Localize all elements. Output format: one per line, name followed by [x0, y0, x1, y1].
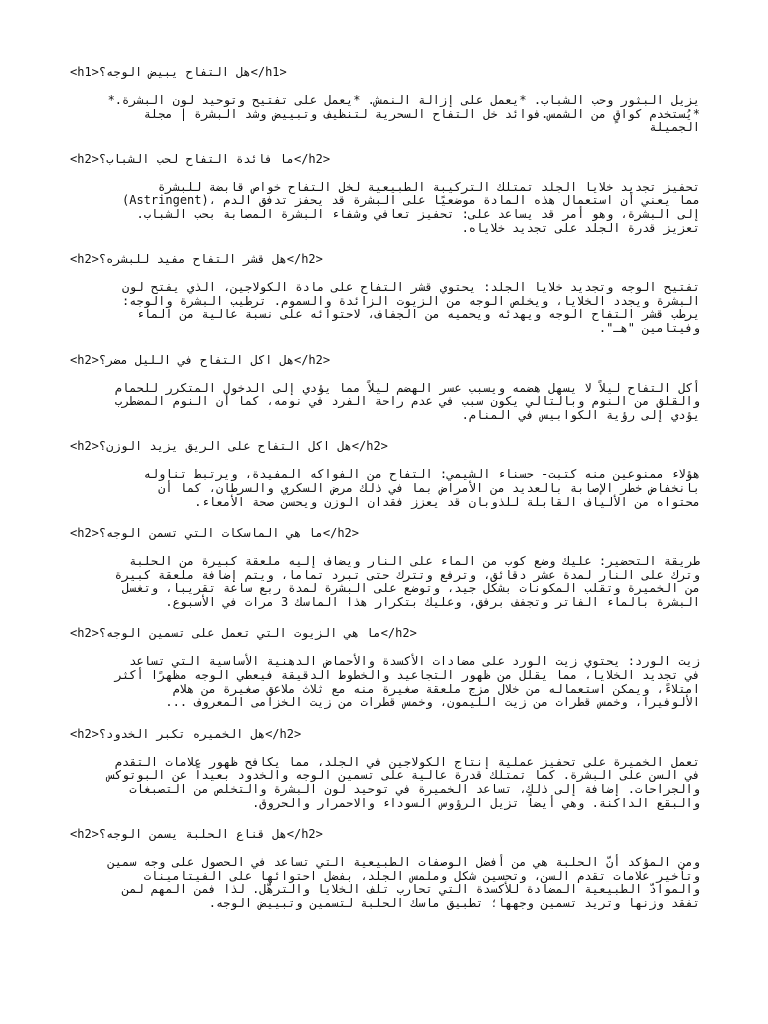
paragraph-line: هؤلاء ممنوعين منه كتبت- حسناء الشيمي: التفاح من الفواكه المفيدة، ويرتبط تناوله: [143, 467, 700, 482]
section-paragraph: [70, 555, 700, 609]
paragraph-line: إلى البشرة، وهو أمر قد يساعد على: تحفيز تعافي وشفاء البشرة المصابة بحب الشباب.: [136, 206, 700, 221]
raw-h2-heading: <h2>هل اكل التفاح على الريق يزيد الوزن؟</h2>: [70, 439, 388, 454]
raw-h2-heading: <h2>هل قناع الحلبة يسمن الوجه؟</h2>: [70, 827, 323, 842]
article-section: [70, 625, 700, 709]
article-section: [70, 525, 700, 609]
paragraph-line: البشرة ويجدد الخلايا، ويخلص الوجه من الزيوت الزائدة والسموم. ترطيب البشرة والوجه:: [122, 293, 700, 308]
paragraph-line: الجميلة: [649, 120, 700, 135]
raw-h2-heading: <h2>هل قشر التفاح مفيد للبشره؟</h2>: [70, 252, 323, 267]
paragraph-line: تعزيز قدرة الجلد على تجديد خلاياه.: [461, 220, 700, 235]
paragraph-line: محتواه من الألياف القابلة للذوبان قد يعزز فقدان الوزن ويحسن صحة الأمعاء.: [194, 494, 700, 509]
raw-h2-heading: <h2>ما هي الزيوت التي تعمل على تسمين الوجه؟</h2>: [70, 626, 417, 641]
section-paragraph: [70, 181, 700, 235]
paragraph-line: والموادّ الطبيعية المضادة للأكسدة التي تحارب تلف الخلايا والترهّل. لذا فمن المهم لمن: [122, 882, 700, 897]
paragraph-line: وترك على النار لمدة عشر دقائق، وترفع وتترك حتى تبرد تماما، ويتم إضافة ملعقة كبيرة: [114, 567, 700, 582]
article-section: [70, 438, 700, 509]
section-paragraph: [70, 382, 700, 423]
paragraph-line: زيت الورد: يحتوي زيت الورد على مضادات الأكسدة والأحماض الدهنية الأساسية التي تساعد: [129, 654, 700, 669]
article-section: [70, 352, 700, 423]
paragraph-line: أكل التفاح ليلاً لا يسهل هضمه ويسبب عسر الهضم ليلاً مما يؤدي إلى الدخول المتكرر للحمام: [114, 380, 700, 395]
paragraph-line: (Astringent)، مما يعني أن استعمال هذه المادة موضعيًا على البشرة قد يحفز تدفق الدم: [122, 193, 700, 208]
paragraph-line: ومن المؤكد أنّ الحلبة هي من أفضل الوصفات الطبيعية التي تساعد في الحصول على وجه سمين: [107, 855, 700, 870]
article-section: [70, 726, 700, 810]
raw-h1-heading: <h1>هل التفاح يبيض الوجه؟</h1>: [70, 65, 287, 79]
paragraph-line: البشرة بالماء الفاتر وتجفف برفق، وعليك بتكرار هذا الماسك 3 مرات في الأسبوع.: [165, 594, 700, 609]
section-paragraph: [70, 655, 700, 709]
paragraph-line: والقلق من النوم وبالتالي يكون سبب في عدم راحة الفرد في نومه، كما أن النوم المضطرب: [114, 394, 700, 409]
paragraph-line: تعمل الخميرة على تحفيز عملية إنتاج الكولاجين في الجلد، مما يكافح ظهور علامات التقدم: [114, 754, 700, 769]
paragraph-line: الألوفيرا، وخمس قطرات من زيت الليمون، وخمس قطرات من زيت الخزامى المعروف ...: [165, 695, 700, 710]
paragraph-line: طريقة التحضير: عليك وضع كوب من الماء على النار ويضاف إليه ملعقة كبيرة من الحلبة: [129, 554, 700, 569]
paragraph-line: وفيتامين "هـ".: [598, 320, 700, 335]
paragraph-line: يؤدي إلى رؤية الكوابيس في المنام.: [461, 407, 700, 422]
paragraph-line: وتأخير علامات تقدم السن، وتحسين شكل وملمس الجلد، بفضل احتوائها على الفيتامينات: [143, 868, 700, 883]
paragraph-line: في السن على البشرة. كما تمتلك قدرة عالية على تسمين الوجه والخدود بعيداً عن البوتوكس: [107, 768, 700, 783]
paragraph-line: تفقد وزنها وتريد تسمين وجهها؛ تطبيق ماسك الحلبة لتسمين وتبييض الوجه.: [208, 896, 700, 910]
paragraph-line: في تجديد الخلايا، مما يقلل من ظهور التجاعيد والخطوط الدقيقة فيعطي الوجه مظهرًا أكثر: [114, 668, 700, 683]
raw-h2-heading: <h2>ما فائدة التفاح لحب الشباب؟</h2>: [70, 151, 331, 166]
section-paragraph: [70, 756, 700, 810]
paragraph-line: بانخفاض خطر الإصابة بالعديد من الأمراض بما في ذلك مرض السكري والسرطان، كما أن: [158, 480, 700, 495]
section-paragraph: [70, 281, 700, 335]
section-paragraph: [70, 468, 700, 509]
paragraph-line: امتلاءً، ويمكن استعماله من خلال مزج ملعقة صغيرة منه مع ثلاث ملاعق صغيرة من هلام: [172, 681, 700, 696]
paragraph-line: والجراحات. إضافة إلى ذلك، تساعد الخميرة في توحيد لون البشرة والتخلص من التصبغات: [129, 782, 700, 797]
article-section: [70, 64, 700, 135]
raw-h2-heading: <h2>ما هي الماسكات التي تسمن الوجه؟</h2>: [70, 526, 359, 541]
paragraph-line: يرطب قشر التفاح الوجه ويهدئه ويحميه من الجفاف، لاحتوائه على نسبة عالية من الماء: [136, 307, 700, 322]
article-section: [70, 826, 700, 910]
paragraph-line: يزيل البثور وحب الشباب. *يعمل على إزالة النمش. *يعمل على تفتيح وتوحيد لون البشرة.*: [107, 93, 700, 107]
paragraph-line: تفتيح الوجه وتجديد خلايا الجلد: يحتوي قشر التفاح على مادة الكولاجين، الذي يفتح لون: [122, 280, 700, 295]
section-paragraph: [70, 856, 700, 910]
document-page: [70, 64, 700, 927]
article-section: [70, 251, 700, 335]
section-paragraph: [70, 94, 700, 135]
raw-h2-heading: <h2>هل اكل التفاح في الليل مضر؟</h2>: [70, 352, 331, 367]
paragraph-line: *يُستخدم كواقٍ من الشمس.فوائد خل التفاح السحرية لتنظيف وتبييض وشد البشرة | مجلة: [143, 106, 700, 121]
raw-h2-heading: <h2>هل الخميره تكبر الخدود؟</h2>: [70, 726, 302, 741]
article-section: [70, 151, 700, 235]
paragraph-line: تحفيز تجديد خلايا الجلد تمتلك التركيبة الطبيعية لخل التفاح خواص قابضة للبشرة: [158, 179, 700, 194]
paragraph-line: والبقع الداكنة. وهي أيضاً تزيل الرؤوس السوداء والاحمرار والحروق.: [252, 795, 700, 810]
paragraph-line: من الخميرة وتقلب المكونات بشكل جيد، وتوضع على البشرة لمدة ربع ساعة تقريبا، وتغسل: [122, 581, 700, 596]
